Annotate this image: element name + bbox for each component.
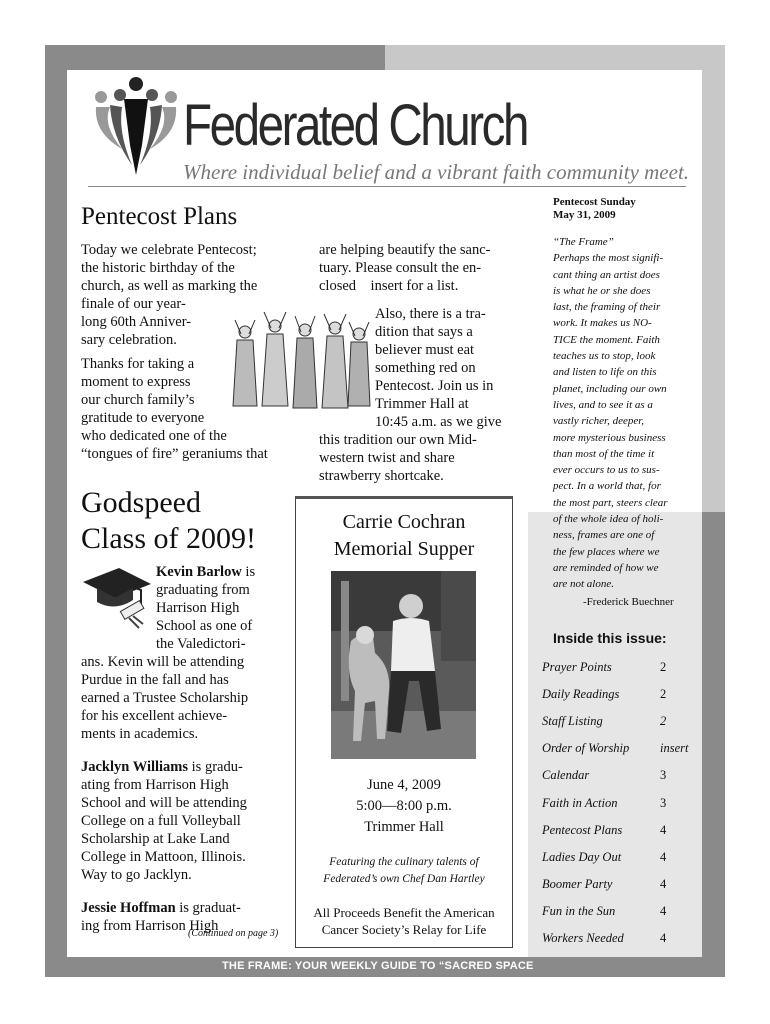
- toc-label: Calendar: [542, 768, 590, 783]
- frame-band-left: [45, 45, 67, 977]
- celebrating-figures-image: [225, 310, 373, 428]
- continued-note: (Continued on page 3): [188, 928, 279, 939]
- table-of-contents: [542, 654, 702, 952]
- text-line: Also, there is a tra-: [375, 306, 486, 322]
- issue-date: May 31, 2009: [553, 209, 616, 221]
- inside-issue-title: Inside this issue:: [553, 630, 667, 646]
- text-line: strawberry shortcake.: [319, 468, 444, 484]
- quote-line: teaches us to stop, look: [553, 350, 656, 363]
- text-line: All Proceeds Benefit the American: [313, 905, 495, 920]
- toc-label: Workers Needed: [542, 930, 624, 945]
- text-line: believer must eat: [375, 342, 475, 358]
- toc-page: 2: [660, 714, 667, 729]
- memorial-time: 5:00—8:00 p.m.: [356, 798, 452, 814]
- toc-label: Ladies Day Out: [542, 849, 622, 864]
- text-line: 10:45 a.m. as we give: [375, 414, 502, 430]
- text-line: sary celebration.: [81, 332, 177, 348]
- toc-item[interactable]: [542, 735, 702, 762]
- quote-line: is what he or she does: [553, 284, 651, 297]
- quote-line: of the whole idea of holi-: [553, 513, 664, 526]
- quote-line: ness, frames are one of: [553, 529, 655, 542]
- toc-item[interactable]: [542, 708, 702, 735]
- toc-label: Faith in Action: [542, 795, 618, 810]
- text-line: School and will be attending: [81, 795, 247, 811]
- text-line: Today we celebrate Pentecost;: [81, 242, 257, 258]
- title-line: Memorial Supper: [333, 538, 475, 560]
- toc-label: Pentecost Plans: [542, 822, 623, 837]
- issue-info: [553, 196, 698, 222]
- memorial-photo: [331, 571, 476, 759]
- quote-line: than most of the time it: [553, 447, 655, 460]
- masthead-tagline: Where individual belief and a vibrant faith community meet.: [183, 160, 690, 184]
- text-line: long 60th Anniver-: [81, 314, 192, 330]
- toc-page: 4: [660, 903, 667, 918]
- toc-label: Fun in the Sun: [542, 903, 616, 918]
- text-line: the historic birthday of the: [81, 260, 235, 276]
- quote-line: cant thing an artist does: [553, 268, 660, 281]
- memorial-title: [296, 509, 512, 563]
- toc-item[interactable]: [542, 762, 702, 789]
- toc-page: 4: [660, 930, 667, 945]
- text-line: who dedicated one of the: [81, 428, 227, 444]
- toc-item[interactable]: [542, 871, 702, 898]
- text-line: church, as well as marking the: [81, 278, 258, 294]
- toc-page: 2: [660, 687, 667, 702]
- text-line: College on a full Volleyball: [81, 813, 241, 829]
- title-line: Carrie Cochran: [342, 511, 466, 533]
- text-line: are helping beautify the sanc-: [319, 242, 491, 258]
- toc-item[interactable]: [542, 844, 702, 871]
- toc-label: Daily Readings: [542, 687, 620, 702]
- text-line: this tradition our own Mid-: [319, 432, 477, 448]
- text-line: closed insert for a list.: [319, 278, 459, 294]
- text-line: School as one of: [156, 618, 253, 634]
- text-line: western twist and share: [319, 450, 455, 466]
- quote-line: work. It makes us NO-: [553, 317, 652, 330]
- toc-page: insert: [660, 741, 689, 756]
- toc-label: Boomer Party: [542, 876, 613, 891]
- memorial-place: Trimmer Hall: [364, 819, 444, 835]
- quote-line: are reminded of how we: [553, 561, 659, 574]
- pentecost-column-2-wrap: [375, 305, 522, 413]
- toc-item[interactable]: [542, 817, 702, 844]
- issue-occasion: Pentecost Sunday: [553, 196, 636, 208]
- masthead-divider: [88, 186, 686, 187]
- graduate-name: Jessie Hoffman: [81, 900, 176, 916]
- text-fragment: is gradu-: [188, 759, 243, 775]
- pentecost-heading: Pentecost Plans: [81, 203, 238, 230]
- text-line: Harrison High: [156, 600, 240, 616]
- toc-label: Staff Listing: [542, 714, 603, 729]
- footer-text: THE FRAME: YOUR WEEKLY GUIDE TO “SACRED SPACE: [222, 960, 534, 972]
- text-line: Trimmer Hall at: [375, 396, 469, 412]
- text-line: tuary. Please consult the en-: [319, 260, 482, 276]
- text-fragment: is graduat-: [175, 900, 241, 916]
- quote-author: -Frederick Buechner: [583, 596, 674, 608]
- quote-line: and listen to life on this: [553, 366, 657, 379]
- quote-line: planet, including our own: [553, 382, 667, 395]
- text-line: graduating from: [156, 582, 250, 598]
- quote-line: the few places where we: [553, 545, 660, 558]
- text-line: for his excellent achieve-: [81, 708, 228, 724]
- quote-line: the most part, steers clear: [553, 496, 668, 509]
- quote-line: are not alone.: [553, 578, 614, 591]
- memorial-chef-note: [296, 854, 512, 888]
- toc-item[interactable]: [542, 898, 702, 925]
- text-line: our church family’s: [81, 392, 195, 408]
- text-line: Purdue in the fall and has: [81, 672, 229, 688]
- toc-item[interactable]: [542, 654, 702, 681]
- text-line: something red on: [375, 360, 476, 376]
- quote-line: more mysterious business: [553, 431, 666, 444]
- text-line: Pentecost. Join us in: [375, 378, 494, 394]
- text-line: [81, 758, 281, 776]
- toc-page: 4: [660, 876, 667, 891]
- godspeed-heading: [81, 485, 256, 557]
- text-line: the Valedictori-: [156, 636, 246, 652]
- quote-line: lives, and to see it as a: [553, 398, 653, 411]
- text-line: [81, 899, 281, 917]
- toc-item[interactable]: [542, 925, 702, 952]
- quote-line: Perhaps the most signifi-: [553, 252, 664, 265]
- man-with-dog-photo: [331, 571, 476, 759]
- text-line: dition that says a: [375, 324, 473, 340]
- toc-label: Order of Worship: [542, 741, 630, 756]
- memorial-details: [296, 775, 512, 838]
- frame-band-top-left: [45, 45, 385, 70]
- toc-item[interactable]: [542, 681, 702, 708]
- text-line: College in Mattoon, Illinois.: [81, 849, 246, 865]
- toc-item[interactable]: [542, 789, 702, 816]
- text-line: [81, 563, 281, 581]
- graduate-name: Jacklyn Williams: [81, 759, 189, 775]
- text-line: ments in academics.: [81, 726, 199, 742]
- toc-page: 3: [660, 768, 667, 783]
- text-fragment: is: [241, 564, 256, 580]
- masthead-title: Federated Church: [183, 93, 527, 158]
- text-line: ans. Kevin will be attending: [81, 654, 245, 670]
- text-line: Way to go Jacklyn.: [81, 867, 192, 883]
- text-line: “tongues of fire” geraniums that: [81, 446, 268, 462]
- quote-line: TICE the moment. Faith: [553, 333, 660, 346]
- text-line: ating from Harrison High: [81, 777, 229, 793]
- text-line: finale of our year-: [81, 296, 186, 312]
- text-line: Cancer Society’s Relay for Life: [321, 922, 487, 937]
- the-frame-quote: [553, 234, 701, 593]
- heading-line: Class of 2009!: [81, 522, 256, 555]
- memorial-benefit-note: [296, 904, 512, 938]
- quote-line: ever occurs to us to sus-: [553, 464, 660, 477]
- quote-line: last, the framing of their: [553, 301, 661, 314]
- quote-line: “The Frame”: [553, 236, 614, 248]
- memorial-supper-box: [295, 496, 513, 948]
- frame-band-right-bottom: [702, 512, 725, 977]
- quote-line: vastly richer, deeper,: [553, 415, 645, 428]
- text-line: Thanks for taking a: [81, 356, 195, 372]
- graduate-name: Kevin Barlow: [156, 564, 242, 580]
- toc-page: 4: [660, 822, 667, 837]
- memorial-date: June 4, 2009: [367, 777, 441, 793]
- frame-band-right-top: [702, 45, 725, 512]
- heading-line: Godspeed: [81, 486, 201, 519]
- frame-band-top-right: [385, 45, 725, 70]
- church-logo: [92, 75, 180, 180]
- toc-page: 4: [660, 849, 667, 864]
- text-line: Scholarship at Lake Land: [81, 831, 230, 847]
- toc-page: 3: [660, 795, 667, 810]
- text-line: Featuring the culinary talents of: [329, 856, 479, 868]
- pentecost-column-2-top: [319, 241, 522, 295]
- text-line: earned a Trustee Scholarship: [81, 690, 249, 706]
- toc-page: 2: [660, 660, 667, 675]
- text-line: ing from Harrison High: [81, 918, 219, 934]
- toc-label: Prayer Points: [542, 660, 612, 675]
- graduates-article: [81, 563, 281, 935]
- text-line: gratitude to everyone: [81, 410, 205, 426]
- quote-line: pect. In a world that, for: [553, 480, 661, 493]
- text-line: Federated’s own Chef Dan Hartley: [323, 873, 485, 885]
- text-line: moment to express: [81, 374, 191, 390]
